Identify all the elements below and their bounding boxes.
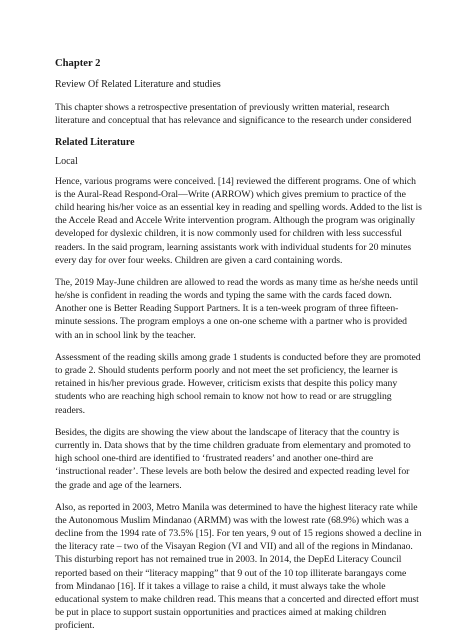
body-paragraph: Besides, the digits are showing the view about the landscape of literacy that the country is currently in. Data shows that by the time children graduate from elementary and promoted to high school one-third are identified to ‘frustrated readers’ and another one-third are ‘instructional reader’. These levels are both below the desired and expected reading level for the grade and age of the learners. — [55, 426, 411, 491]
body-paragraph: Assessment of the reading skills among grade 1 students is conducted before they are promoted to grade 2. Should students perform poorly and not meet the set proficiency, the learner is retained in his/her previous grade. However, criticism exists that despite this policy many students who are reaching high school remain to know not how to read or are struggling readers. — [55, 351, 421, 416]
intro-paragraph: This chapter shows a retrospective presentation of previously written material, research literature and conceptual that has relevance and significance to the research under considered — [55, 102, 412, 127]
section-heading: Related Literature — [55, 136, 135, 148]
body-paragraph: Hence, various programs were conceived. [14] reviewed the different programs. One of which is the Aural-Read Respond-Oral—Write (ARROW) which gives premium to practice of the child hearing his/her voice as an essential key in reading and spelling words. Added to the list is the Accele Read and Accele Write intervention program. Although the program was originally developed for dyslexic children, it is now commonly used for children with less successful readers. In the said program, learning assistants work with individual students for 20 minutes every day for over four weeks. Children are given a card containing words. — [55, 175, 422, 266]
chapter-heading: Chapter 2 — [55, 58, 101, 69]
subheading: Local — [55, 155, 78, 167]
chapter-subtitle: Review Of Related Literature and studies — [55, 79, 221, 91]
body-paragraph: Also, as reported in 2003, Metro Manila was determined to have the highest literacy rate while the Autonomous Muslim Mindanao (ARMM) was with the lowest rate (68.9%) which was a decline from the 1994 rate of 73.5% [15]. For ten years, 9 out of 15 regions showed a decline in the literacy rate – two of the Visayan Region (VI and VII) and all of the regions in Mindanao. This disturbing report has not remained true in 2003. In 2014, the DepEd Literacy Council reported based on their “literacy mapping” that 9 out of the 10 top illiterate barangays come from Mindanao [16]. If it takes a village to raise a child, it must always take the whole educational system to make children read. This means that a concerted and directed effort must be put in place to support sustain opportunities and practices aimed at making children proficient. — [55, 501, 422, 632]
body-paragraph: The, 2019 May-June children are allowed to read the words as many time as he/she needs until he/she is confident in reading the words and typing the same with the cards faced down. Another one is Better Reading Support Partners. It is a ten-week program of three fifteen-minute sessions. The program employs a one on-one scheme with a partner who is provided with an in school link by the teacher. — [55, 276, 419, 341]
